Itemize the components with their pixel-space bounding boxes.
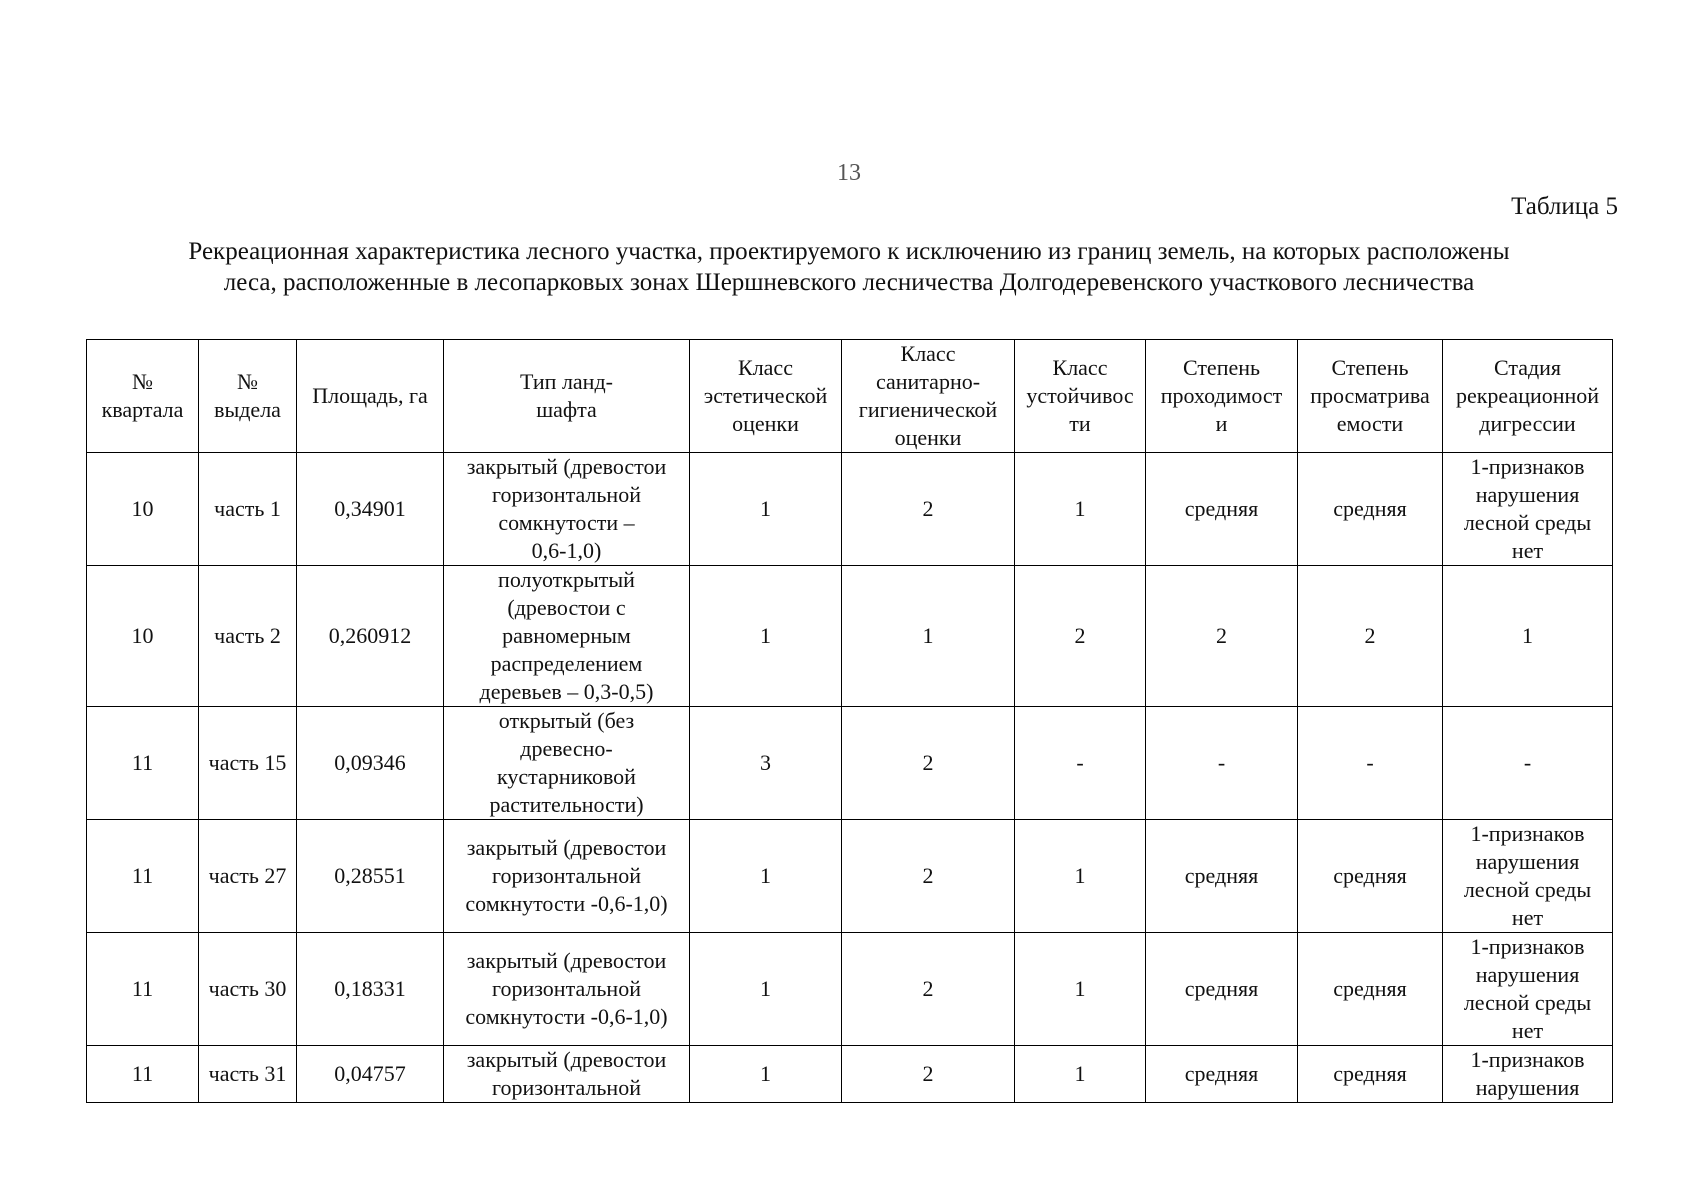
- cell-stability-class: [1015, 453, 1146, 566]
- page-number: 13: [837, 160, 861, 186]
- cell-text-line: полуоткрытый: [498, 567, 635, 592]
- cell-plot-number: [199, 1046, 297, 1103]
- cell-text-line: 1: [1074, 976, 1086, 1001]
- cell-text-line: лесной среды: [1463, 990, 1592, 1015]
- document-title-line: Рекреационная характеристика лесного участка, проектируемого к исключению из границ земель, на которых расположены: [188, 238, 1510, 265]
- cell-aesthetic-class: [690, 933, 842, 1046]
- table-row: [87, 820, 1613, 933]
- cell-area-ha: [297, 1046, 444, 1103]
- cell-text-line: часть 1: [214, 496, 281, 521]
- cell-text-line: Тип ланд-: [520, 369, 613, 394]
- cell-stability-class: [1015, 820, 1146, 933]
- header-passability: [1146, 340, 1298, 453]
- cell-landscape-type: [444, 453, 690, 566]
- cell-text-line: нарушения: [1475, 482, 1580, 507]
- header-landscape-type: [444, 340, 690, 453]
- cell-text-line: №: [132, 369, 153, 394]
- cell-text-line: оценки: [732, 411, 799, 436]
- cell-text-line: нарушения: [1475, 1075, 1580, 1100]
- cell-text-line: дигрессии: [1479, 411, 1576, 436]
- cell-text-line: 10: [131, 623, 154, 648]
- cell-text-line: нет: [1511, 1018, 1544, 1043]
- header-sanitary-class: [842, 340, 1015, 453]
- cell-text-line: 11: [131, 1061, 154, 1086]
- cell-text-line: 2: [922, 863, 934, 888]
- cell-text-line: 1-признаков: [1470, 934, 1585, 959]
- cell-text-line: закрытый (древостои: [466, 1047, 667, 1072]
- cell-text-line: ти: [1069, 411, 1091, 436]
- cell-landscape-type: [444, 566, 690, 707]
- cell-area-ha: [297, 933, 444, 1046]
- cell-text-line: 1-признаков: [1470, 821, 1585, 846]
- cell-passability: [1146, 566, 1298, 707]
- cell-text-line: Площадь, га: [312, 383, 428, 408]
- cell-text-line: закрытый (древостои: [466, 835, 667, 860]
- cell-area-ha: [297, 707, 444, 820]
- table-row: [87, 566, 1613, 707]
- cell-text-line: средняя: [1184, 496, 1259, 521]
- cell-text-line: средняя: [1333, 496, 1407, 521]
- cell-digression-stage: [1443, 566, 1613, 707]
- cell-text-line: 0,6-1,0): [531, 538, 602, 563]
- cell-text-line: 0,09346: [334, 750, 406, 775]
- recreation-table: [86, 339, 1613, 1103]
- cell-text-line: 1-признаков: [1470, 1047, 1585, 1072]
- cell-visibility: [1298, 566, 1443, 707]
- cell-text-line: 0,18331: [334, 976, 406, 1001]
- cell-text-line: Степень: [1331, 355, 1409, 380]
- cell-area-ha: [297, 566, 444, 707]
- cell-text-line: рекреационной: [1455, 383, 1600, 408]
- cell-text-line: -: [1523, 750, 1532, 775]
- cell-text-line: средняя: [1333, 976, 1407, 1001]
- cell-text-line: гигиенической: [858, 397, 998, 422]
- header-digression-stage: [1443, 340, 1613, 453]
- cell-text-line: и: [1215, 411, 1228, 436]
- cell-text-line: 2: [1216, 623, 1227, 648]
- cell-text-line: 1: [1522, 623, 1533, 648]
- cell-sanitary-class: [842, 820, 1015, 933]
- cell-text-line: квартала: [101, 397, 184, 422]
- cell-landscape-type: [444, 707, 690, 820]
- header-area-ha: [297, 340, 444, 453]
- cell-text-line: кустарниковой: [497, 764, 636, 789]
- cell-text-line: сомкнутости -0,6-1,0): [465, 1004, 668, 1029]
- cell-text-line: 1: [760, 1061, 771, 1086]
- table-row: [87, 1046, 1613, 1103]
- cell-sanitary-class: [842, 453, 1015, 566]
- cell-text-line: эстетической: [703, 383, 828, 408]
- cell-text-line: 1: [1074, 863, 1086, 888]
- cell-quarter-number: [87, 566, 199, 707]
- cell-text-line: лесной среды: [1463, 510, 1592, 535]
- cell-aesthetic-class: [690, 820, 842, 933]
- cell-digression-stage: [1443, 453, 1613, 566]
- cell-text-line: Класс: [738, 355, 793, 380]
- cell-text-line: 0,34901: [334, 496, 406, 521]
- cell-plot-number: [199, 707, 297, 820]
- cell-text-line: растительности): [489, 792, 644, 817]
- document-title-line: леса, расположенные в лесопарковых зонах Шершневского лесничества Долгодеревенского участкового лесничества: [223, 269, 1475, 296]
- cell-text-line: часть 27: [208, 863, 287, 888]
- cell-landscape-type: [444, 1046, 690, 1103]
- cell-text-line: санитарно-: [875, 369, 981, 394]
- table-row: [87, 453, 1613, 566]
- cell-visibility: [1298, 820, 1443, 933]
- cell-text-line: средняя: [1333, 863, 1407, 888]
- cell-digression-stage: [1443, 933, 1613, 1046]
- cell-passability: [1146, 1046, 1298, 1103]
- header-stability-class: [1015, 340, 1146, 453]
- cell-text-line: сомкнутости –: [498, 510, 635, 535]
- cell-text-line: 10: [131, 496, 154, 521]
- cell-text-line: распределением: [490, 651, 643, 676]
- cell-text-line: 2: [922, 496, 934, 521]
- cell-sanitary-class: [842, 707, 1015, 820]
- cell-text-line: средняя: [1333, 1061, 1407, 1086]
- cell-landscape-type: [444, 933, 690, 1046]
- table-header: [87, 340, 1613, 453]
- cell-digression-stage: [1443, 820, 1613, 933]
- cell-passability: [1146, 820, 1298, 933]
- cell-text-line: средняя: [1184, 863, 1259, 888]
- cell-text-line: Стадия: [1493, 355, 1562, 380]
- cell-stability-class: [1015, 707, 1146, 820]
- cell-text-line: горизонтальной: [492, 863, 641, 888]
- cell-text-line: горизонтальной: [492, 1075, 641, 1100]
- cell-text-line: 2: [922, 750, 934, 775]
- cell-text-line: 11: [131, 863, 154, 888]
- cell-text-line: 1: [760, 623, 771, 648]
- cell-visibility: [1298, 933, 1443, 1046]
- cell-text-line: нет: [1511, 905, 1544, 930]
- cell-text-line: 1: [1074, 496, 1086, 521]
- cell-text-line: средняя: [1184, 1061, 1259, 1086]
- cell-digression-stage: [1443, 707, 1613, 820]
- cell-text-line: оценки: [894, 425, 962, 450]
- cell-text-line: нарушения: [1475, 849, 1580, 874]
- cell-text-line: часть 31: [208, 1061, 287, 1086]
- cell-text-line: №: [237, 369, 258, 394]
- cell-text-line: Класс: [1052, 355, 1108, 380]
- cell-text-line: часть 2: [214, 623, 281, 648]
- cell-text-line: 3: [760, 750, 771, 775]
- cell-text-line: (древостои с: [507, 595, 626, 620]
- cell-text-line: Степень: [1182, 355, 1261, 380]
- cell-text-line: емости: [1336, 411, 1404, 436]
- cell-text-line: деревьев – 0,3-0,5): [479, 679, 654, 704]
- cell-text-line: нет: [1511, 538, 1544, 563]
- cell-text-line: 1: [760, 976, 771, 1001]
- cell-quarter-number: [87, 453, 199, 566]
- cell-text-line: средняя: [1184, 976, 1259, 1001]
- cell-aesthetic-class: [690, 453, 842, 566]
- cell-quarter-number: [87, 933, 199, 1046]
- cell-sanitary-class: [842, 566, 1015, 707]
- cell-text-line: равномерным: [502, 623, 631, 648]
- cell-text-line: Класс: [900, 341, 956, 366]
- cell-visibility: [1298, 1046, 1443, 1103]
- cell-sanitary-class: [842, 933, 1015, 1046]
- cell-plot-number: [199, 933, 297, 1046]
- cell-text-line: 11: [131, 976, 154, 1001]
- cell-text-line: 1: [922, 623, 934, 648]
- cell-text-line: 1: [1074, 1061, 1086, 1086]
- cell-sanitary-class: [842, 1046, 1015, 1103]
- cell-text-line: шафта: [536, 397, 597, 422]
- cell-quarter-number: [87, 820, 199, 933]
- header-quarter-number: [87, 340, 199, 453]
- header-row: [87, 340, 1613, 453]
- cell-quarter-number: [87, 1046, 199, 1103]
- cell-aesthetic-class: [690, 566, 842, 707]
- cell-text-line: 1: [760, 496, 771, 521]
- cell-text-line: устойчивос: [1026, 383, 1134, 408]
- cell-text-line: проходимост: [1160, 383, 1283, 408]
- cell-text-line: выдела: [214, 397, 281, 422]
- header-plot-number: [199, 340, 297, 453]
- table-row: [87, 933, 1613, 1046]
- table-label: Таблица 5: [1511, 193, 1618, 220]
- cell-text-line: закрытый (древостои: [466, 454, 667, 479]
- cell-text-line: -: [1076, 750, 1084, 775]
- table-body: [87, 453, 1613, 1103]
- cell-plot-number: [199, 820, 297, 933]
- cell-text-line: лесной среды: [1463, 877, 1592, 902]
- cell-text-line: 1-признаков: [1470, 454, 1585, 479]
- cell-text-line: нарушения: [1475, 962, 1580, 987]
- document-title: [86, 236, 1612, 298]
- cell-text-line: 2: [1364, 623, 1376, 648]
- cell-digression-stage: [1443, 1046, 1613, 1103]
- cell-visibility: [1298, 707, 1443, 820]
- cell-visibility: [1298, 453, 1443, 566]
- table-row: [87, 707, 1613, 820]
- cell-stability-class: [1015, 1046, 1146, 1103]
- cell-text-line: сомкнутости -0,6-1,0): [465, 891, 668, 916]
- cell-passability: [1146, 707, 1298, 820]
- header-visibility: [1298, 340, 1443, 453]
- cell-quarter-number: [87, 707, 199, 820]
- cell-text-line: 1: [760, 863, 771, 888]
- cell-text-line: 2: [922, 976, 934, 1001]
- header-aesthetic-class: [690, 340, 842, 453]
- cell-text-line: горизонтальной: [492, 976, 641, 1001]
- cell-stability-class: [1015, 933, 1146, 1046]
- cell-text-line: горизонтальной: [492, 482, 641, 507]
- cell-aesthetic-class: [690, 1046, 842, 1103]
- cell-text-line: часть 15: [208, 750, 287, 775]
- cell-text-line: 0,04757: [334, 1061, 406, 1086]
- cell-passability: [1146, 933, 1298, 1046]
- cell-text-line: 2: [922, 1061, 934, 1086]
- cell-text-line: 2: [1074, 623, 1086, 648]
- cell-text-line: открытый (без: [498, 708, 635, 733]
- cell-aesthetic-class: [690, 707, 842, 820]
- cell-text-line: просматрива: [1310, 383, 1430, 408]
- cell-area-ha: [297, 820, 444, 933]
- cell-text-line: -: [1366, 750, 1374, 775]
- cell-landscape-type: [444, 820, 690, 933]
- cell-plot-number: [199, 566, 297, 707]
- cell-stability-class: [1015, 566, 1146, 707]
- cell-area-ha: [297, 453, 444, 566]
- cell-text-line: закрытый (древостои: [466, 948, 667, 973]
- cell-text-line: древесно-: [520, 736, 613, 761]
- cell-text-line: часть 30: [208, 976, 287, 1001]
- cell-text-line: 11: [131, 750, 154, 775]
- cell-passability: [1146, 453, 1298, 566]
- cell-plot-number: [199, 453, 297, 566]
- cell-text-line: 0,260912: [328, 623, 412, 648]
- cell-text-line: -: [1217, 750, 1226, 775]
- cell-text-line: 0,28551: [334, 863, 406, 888]
